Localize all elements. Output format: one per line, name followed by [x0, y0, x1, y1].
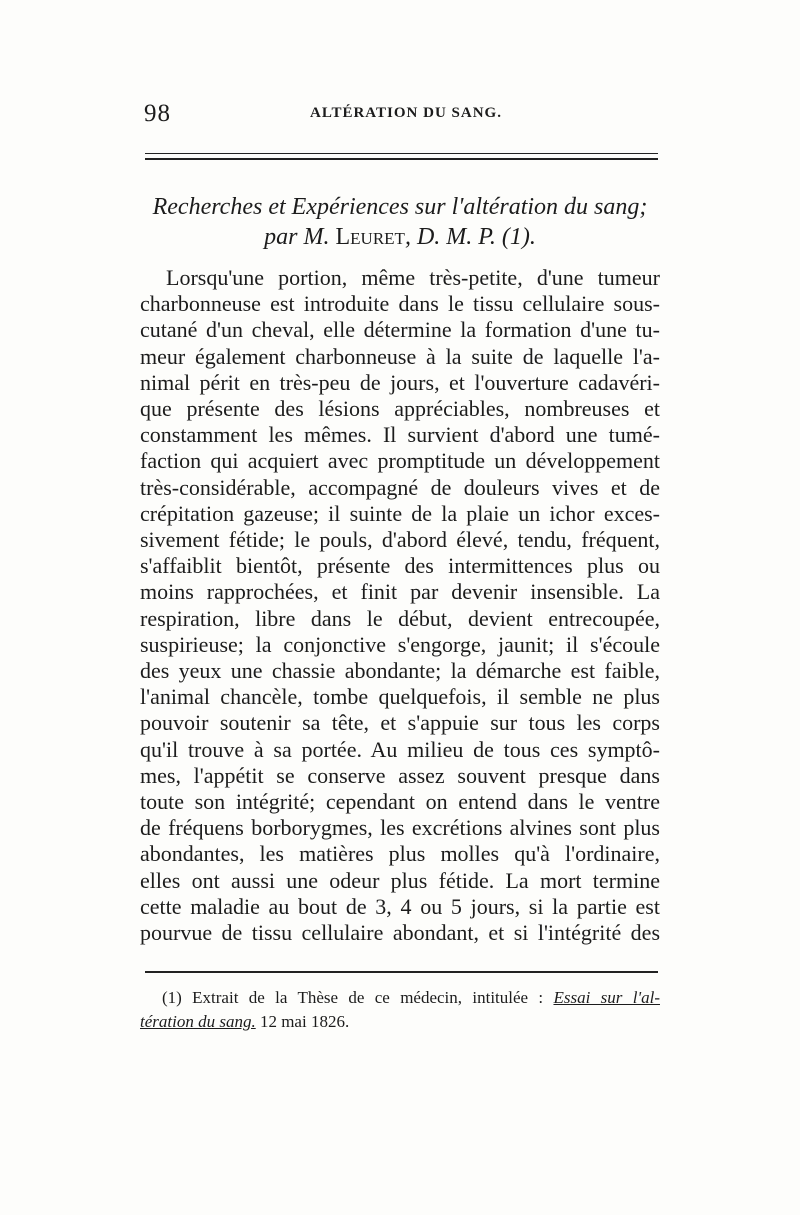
title-line-1: Recherches et Expériences sur l'altération du sang; — [152, 194, 648, 220]
body-line: meur également charbonneuse à la suite de laquelle l'a- — [140, 343, 660, 369]
header-rule-thin — [145, 153, 658, 154]
body-line: faction qui acquiert avec promptitude un développement — [140, 448, 660, 474]
title-line-2 — [130, 222, 670, 252]
body-line: de fréquens borborygmes, les excrétions alvines sont plus — [140, 815, 660, 841]
body-line: charbonneuse est introduite dans le tissu cellulaire sous- — [140, 291, 660, 317]
body-line: s'affaiblit bientôt, présente des intermittences plus ou — [140, 553, 660, 579]
title-author-name: Leuret — [335, 224, 405, 250]
body-line: abondantes, les matières plus molles qu'à l'ordinaire, — [140, 841, 660, 867]
title-author-suffix: , D. M. P. (1). — [404, 224, 536, 250]
body-line: crépitation gazeuse; il suinte de la plaie un ichor exces- — [140, 500, 660, 526]
running-head: ALTÉRATION DU SANG. — [310, 105, 502, 121]
footnote-line-1 — [140, 986, 660, 1010]
body-line: constamment les mêmes. Il survient d'abord une tumé- — [140, 422, 660, 448]
body-line: cette maladie au bout de 3, 4 ou 5 jours, si la partie est — [140, 893, 660, 919]
body-line: sivement fétide; le pouls, d'abord élevé, tendu, fréquent, — [140, 527, 660, 553]
body-line: moins rapprochées, et finit par devenir insensible. La — [140, 579, 660, 605]
body-line: l'animal chancèle, tombe quelquefois, il semble ne plus — [140, 684, 660, 710]
body-line: que présente des lésions appréciables, nombreuses et — [140, 396, 660, 422]
footnote-citation: (1) Extrait de la Thèse de ce médecin, intitulée : — [162, 988, 554, 1007]
body-line: qu'il trouve à sa portée. Au milieu de tous ces symptô- — [140, 736, 660, 762]
footnote-line-2 — [140, 1010, 660, 1034]
body-line: pourvue de tissu cellulaire abondant, et si l'intégrité des — [140, 920, 660, 946]
body-line: toute son intégrité; cependant on entend dans le ventre — [140, 789, 660, 815]
footnote-date: 12 mai 1826. — [255, 1012, 350, 1031]
footnote-work-title-part1: Essai sur l'al- — [553, 988, 660, 1007]
body-line: Lorsqu'une portion, même très-petite, d'une tumeur — [166, 265, 660, 290]
body-line: suspirieuse; la conjonctive s'engorge, jaunit; il s'écoule — [140, 631, 660, 657]
body-line: mes, l'appétit se conserve assez souvent presque dans — [140, 762, 660, 788]
body-line: très-considérable, accompagné de douleurs vives et de — [140, 474, 660, 500]
body-line: elles ont aussi une odeur plus fétide. La mort termine — [140, 867, 660, 893]
body-text — [140, 265, 660, 946]
body-line: respiration, libre dans le début, devient entrecoupée, — [140, 605, 660, 631]
body-line: pouvoir soutenir sa tête, et s'appuie sur tous les corps — [140, 710, 660, 736]
footnote — [140, 986, 660, 1034]
article-title — [130, 192, 670, 252]
body-line: cutané d'un cheval, elle détermine la formation d'une tu- — [140, 317, 660, 343]
header-rule-thick — [145, 158, 658, 160]
body-line: des yeux une chassie abondante; la démarche est faible, — [140, 658, 660, 684]
page-number: 98 — [144, 100, 171, 127]
body-line: nimal périt en très-peu de jours, et l'ouverture cadavéri- — [140, 369, 660, 395]
footnote-rule — [145, 971, 658, 973]
footnote-work-title-part2: tération du sang. — [140, 1012, 256, 1031]
title-author-prefix: par M. — [264, 224, 336, 250]
page-header — [140, 100, 660, 128]
